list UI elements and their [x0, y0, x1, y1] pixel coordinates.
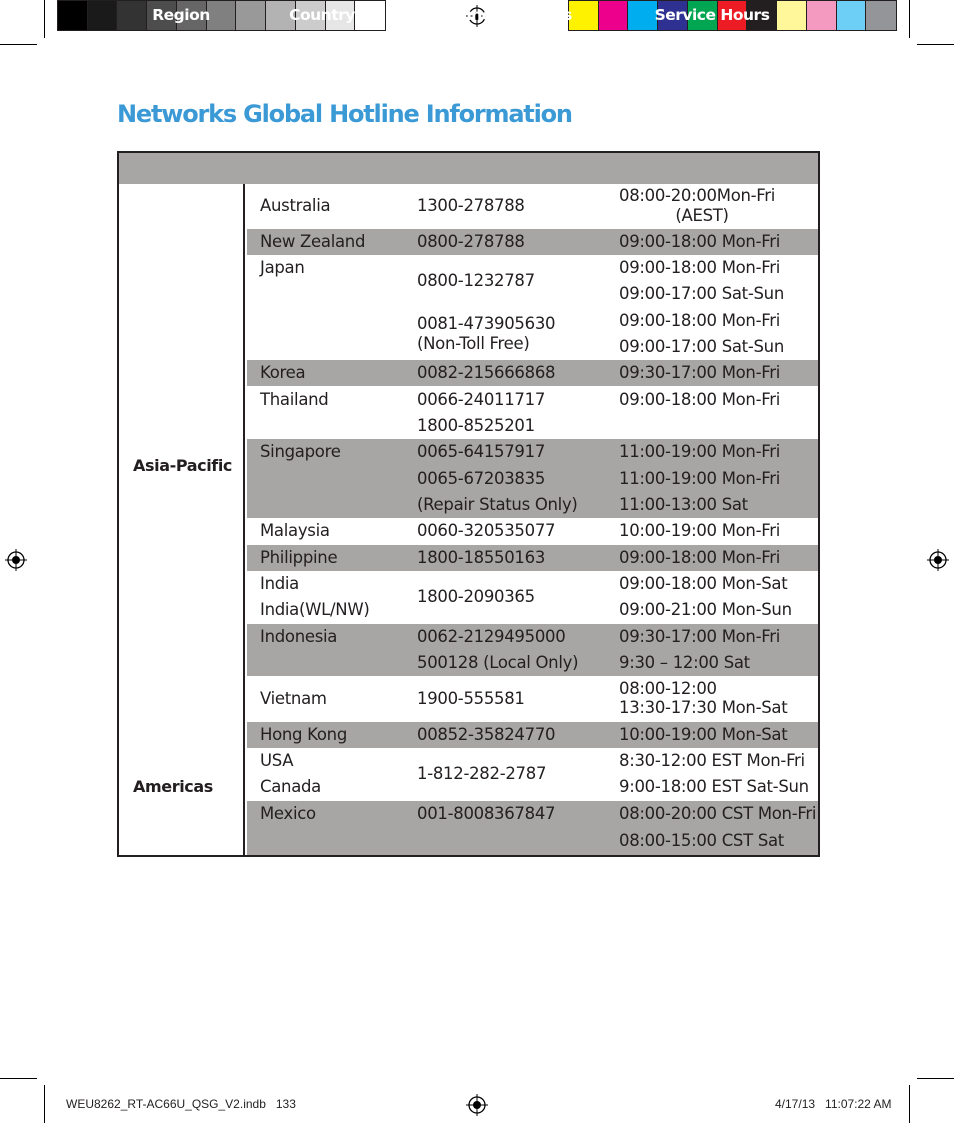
- cell-number: 0800-278788: [417, 232, 525, 251]
- crop-mark: [44, 0, 45, 38]
- cell-number: 0800-1232787: [417, 271, 535, 290]
- cell-country: Vietnam: [260, 689, 327, 708]
- registration-target-icon: [927, 549, 949, 571]
- cell-hours: 08:00-20:00Mon-Fri: [619, 186, 776, 205]
- cell-country: Mexico: [260, 804, 316, 823]
- cell-country: Hong Kong: [260, 725, 348, 744]
- color-swatch: [866, 1, 896, 30]
- cell-hours: 09:00-17:00 Sat-Sun: [619, 284, 784, 303]
- cell-hours: 08:00-15:00 CST Sat: [619, 831, 784, 850]
- cell-hours: 10:00-19:00 Mon-Fri: [619, 521, 781, 540]
- cell-number: 0081-473905630: [417, 314, 556, 333]
- cell-hours: 09:00-18:00 Mon-Fri: [619, 390, 781, 409]
- footer-datetime: 4/17/13 11:07:22 AM: [775, 1097, 892, 1111]
- cell-hours: 11:00-19:00 Mon-Fri: [619, 469, 781, 488]
- cell-hours: 11:00-13:00 Sat: [619, 495, 748, 514]
- header-country: Country: [289, 6, 355, 24]
- cell-country: Korea: [260, 363, 306, 382]
- cell-hours: 10:00-19:00 Mon-Sat: [619, 725, 788, 744]
- crop-mark: [909, 0, 910, 38]
- cell-number: 500128 (Local Only): [417, 653, 579, 672]
- cell-hours: 11:00-19:00 Mon-Fri: [619, 442, 781, 461]
- cell-country: New Zealand: [260, 232, 366, 251]
- cell-number: 1900-555581: [417, 689, 525, 708]
- crop-mark: [917, 1078, 954, 1079]
- registration-target-icon: [466, 1094, 488, 1116]
- cell-number: 0066-24011717: [417, 390, 546, 409]
- cell-country: Australia: [260, 196, 331, 215]
- registration-target-icon: [5, 549, 27, 571]
- cell-country: Indonesia: [260, 627, 338, 646]
- crop-mark: [917, 44, 954, 45]
- cell-hours: 09:00-17:00 Sat-Sun: [619, 337, 784, 356]
- color-swatch: [58, 1, 88, 30]
- cell-number: 0062-2129495000: [417, 627, 566, 646]
- cell-country: Canada: [260, 777, 321, 796]
- cell-number: 0065-64157917: [417, 442, 546, 461]
- cell-number: 001-8008367847: [417, 804, 556, 823]
- cell-number: 1800-18550163: [417, 548, 546, 567]
- cell-number: 1-812-282-2787: [417, 764, 547, 783]
- cell-country: Japan: [260, 258, 305, 277]
- cell-hours: 09:00-18:00 Mon-Sat: [619, 574, 788, 593]
- color-swatch: [88, 1, 118, 30]
- cell-number: 1300-278788: [417, 196, 525, 215]
- cell-country: India(WL/NW): [260, 600, 370, 619]
- cell-hours: 08:00-12:00: [619, 679, 717, 698]
- page-title: Networks Global Hotline Information: [117, 100, 572, 128]
- header-region: Region: [152, 6, 210, 24]
- cell-number: 1800-2090365: [417, 587, 535, 606]
- cell-number: 0082-215666868: [417, 363, 556, 382]
- cell-hours: 9:30 – 12:00 Sat: [619, 653, 750, 672]
- cell-hours: 13:30-17:30 Mon-Sat: [619, 698, 788, 717]
- cell-country: Malaysia: [260, 521, 330, 540]
- cell-hours: 9:00-18:00 EST Sat-Sun: [619, 777, 809, 796]
- cell-hours: 09:00-18:00 Mon-Fri: [619, 258, 781, 277]
- cell-number: 0065-67203835: [417, 469, 546, 488]
- cell-hours: (AEST): [675, 206, 729, 225]
- cell-hours: 09:30-17:00 Mon-Fri: [619, 627, 781, 646]
- cell-country: Philippine: [260, 548, 338, 567]
- cell-number: 0060-320535077: [417, 521, 556, 540]
- region-americas: Americas: [133, 777, 213, 796]
- region-asia-pacific: Asia-Pacific: [133, 456, 233, 475]
- cell-country: Thailand: [260, 390, 329, 409]
- header-hotline-numbers: Hotline Numbers: [432, 6, 572, 24]
- table-header: [119, 153, 818, 184]
- header-service-hours: Service Hours: [654, 6, 770, 24]
- footer-file-info: WEU8262_RT-AC66U_QSG_V2.indb 133: [66, 1097, 296, 1111]
- cell-hours: 09:30-17:00 Mon-Fri: [619, 363, 781, 382]
- crop-mark: [0, 44, 37, 45]
- cell-country: Singapore: [260, 442, 341, 461]
- crop-mark: [44, 1085, 45, 1123]
- crop-mark: [909, 1085, 910, 1123]
- cell-hours: 09:00-18:00 Mon-Fri: [619, 311, 781, 330]
- cell-country: USA: [260, 751, 294, 770]
- cell-country: India: [260, 574, 299, 593]
- cell-hours: 08:00-20:00 CST Mon-Fri: [619, 804, 817, 823]
- cell-hours: 09:00-18:00 Mon-Fri: [619, 548, 781, 567]
- region-column: [119, 184, 245, 855]
- cell-number: (Non-Toll Free): [417, 334, 530, 353]
- cell-hours: 09:00-18:00 Mon-Fri: [619, 232, 781, 251]
- cell-number: (Repair Status Only): [417, 495, 578, 514]
- cell-hours: 8:30-12:00 EST Mon-Fri: [619, 751, 805, 770]
- cell-hours: 09:00-21:00 Mon-Sun: [619, 600, 792, 619]
- cell-number: 00852-35824770: [417, 725, 556, 744]
- color-swatch: [837, 1, 867, 30]
- cell-number: 1800-8525201: [417, 416, 535, 435]
- crop-mark: [0, 1078, 37, 1079]
